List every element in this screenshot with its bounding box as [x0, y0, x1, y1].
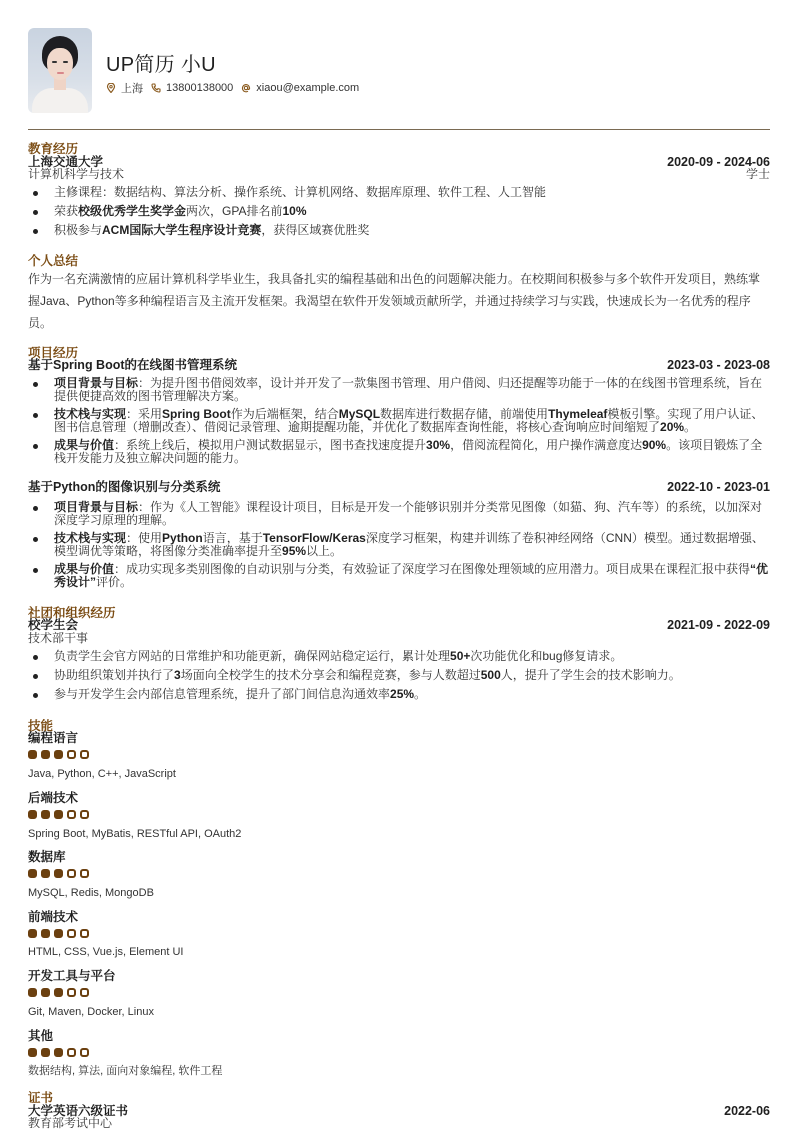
rating-dot-empty	[67, 929, 76, 938]
education-bullets	[28, 186, 770, 237]
skill-desc: Java, Python, C++, JavaScript	[28, 768, 176, 780]
list-item: 负责学生会官方网站的日常维护和功能更新，确保网站稳定运行，累计处理50+次功能优化和bug修复请求。	[28, 650, 770, 663]
phone-icon	[151, 83, 161, 93]
project-date: 2023-03 - 2023-08	[667, 358, 770, 372]
rating-dot-filled	[41, 929, 50, 938]
phone-text: 13800138000	[166, 82, 234, 94]
organization-date: 2021-09 - 2022-09	[667, 618, 770, 632]
skill-rating	[28, 750, 93, 759]
candidate-name: UP简历 小U	[106, 54, 216, 76]
skill-name: 编程语言	[28, 731, 79, 745]
contact-info	[106, 80, 367, 96]
list-item: 成果与价值：成功实现多类别图像的自动识别与分类，有效验证了深度学习在图像处理领域的应用潜力。项目成果在课程汇报中获得“优秀设计”评价。	[28, 563, 770, 589]
skill-desc: HTML, CSS, Vue.js, Element UI	[28, 946, 184, 958]
phone	[151, 82, 233, 94]
location	[106, 80, 143, 96]
rating-dot-empty	[80, 1048, 89, 1057]
rating-dot-empty	[80, 810, 89, 819]
at-sign-icon	[241, 83, 251, 93]
rating-dot-empty	[67, 810, 76, 819]
rating-dot-filled	[54, 929, 63, 938]
list-item: 项目背景与目标：为提升图书借阅效率，设计并开发了一款集图书管理、用户借阅、归还提醒等功能于一体的在线图书管理系统，旨在提供便捷高效的图书管理解决方案。	[28, 377, 770, 403]
skill-name: 数据库	[28, 850, 66, 864]
section-title-education: 教育经历	[28, 142, 79, 156]
list-item: 成果与价值：系统上线后，模拟用户测试数据显示，图书查找速度提升30%，借阅流程简化，用户操作满意度达90%。该项目锻炼了全栈开发能力及独立解决问题的能力。	[28, 439, 770, 465]
profile-photo	[28, 28, 92, 113]
list-item: 荣获校级优秀学生奖学金两次，GPA排名前10%	[28, 205, 770, 218]
rating-dot-filled	[41, 869, 50, 878]
summary-text: 作为一名充满激情的应届计算机科学毕业生，我具备扎实的编程基础和出色的问题解决能力。在校期间积极参与多个软件开发项目，熟练掌握Java、Python等多种编程语言及主流开发框架。我渴望在软件开发领域贡献所学，并通过持续学习与实践，快速成长为一名优秀的程序员。	[28, 272, 761, 330]
rating-dot-filled	[54, 750, 63, 759]
organization-name: 校学生会	[28, 618, 79, 632]
project-1-bullets	[28, 377, 770, 465]
email-text[interactable]: xiaou@example.com	[256, 82, 360, 94]
rating-dot-empty	[67, 750, 76, 759]
rating-dot-empty	[67, 1048, 76, 1057]
header-divider	[28, 129, 770, 130]
education-date: 2020-09 - 2024-06	[667, 155, 770, 169]
list-item: 项目背景与目标：作为《人工智能》课程设计项目，目标是开发一个能够识别并分类常见图像（如猫、狗、汽车等）的系统，以加深对深度学习原理的理解。	[28, 501, 770, 527]
rating-dot-empty	[80, 750, 89, 759]
list-item: 积极参与ACM国际大学生程序设计竞赛，获得区域赛优胜奖	[28, 224, 770, 237]
section-title-summary: 个人总结	[28, 254, 79, 268]
skill-desc: Git, Maven, Docker, Linux	[28, 1006, 154, 1018]
project-date: 2022-10 - 2023-01	[667, 480, 770, 494]
rating-dot-empty	[80, 869, 89, 878]
list-item: 技术栈与实现：采用Spring Boot作为后端框架，结合MySQL数据库进行数据存储，前端使用Thymeleaf模板引擎。实现了用户认证、图书信息管理（增删改查）、借阅记录管理、逾期提醒功能，并优化了数据库查询性能，将核心查询响应时间缩短了20%。	[28, 408, 770, 434]
rating-dot-filled	[28, 869, 37, 878]
rating-dot-filled	[28, 929, 37, 938]
skill-name: 前端技术	[28, 910, 79, 924]
skill-name: 其他	[28, 1029, 54, 1043]
certificate-date: 2022-06	[724, 1104, 770, 1118]
skill-desc: 数据结构, 算法, 面向对象编程, 软件工程	[28, 1065, 223, 1077]
skill-name: 开发工具与平台	[28, 969, 116, 983]
certificate-name: 大学英语六级证书	[28, 1104, 129, 1118]
skill-desc: Spring Boot, MyBatis, RESTful API, OAuth2	[28, 828, 242, 840]
section-title-certificates: 证书	[28, 1091, 54, 1105]
section-title-skills: 技能	[28, 719, 54, 733]
rating-dot-empty	[67, 988, 76, 997]
rating-dot-filled	[28, 810, 37, 819]
rating-dot-filled	[41, 810, 50, 819]
skill-rating	[28, 929, 93, 938]
email[interactable]	[241, 82, 359, 94]
list-item: 参与开发学生会内部信息管理系统，提升了部门间信息沟通效率25%。	[28, 688, 770, 701]
rating-dot-filled	[41, 750, 50, 759]
rating-dot-filled	[54, 1048, 63, 1057]
list-item: 主修课程：数据结构、算法分析、操作系统、计算机网络、数据库原理、软件工程、人工智能	[28, 186, 770, 199]
rating-dot-filled	[41, 1048, 50, 1057]
degree: 学士	[745, 167, 770, 181]
rating-dot-filled	[54, 869, 63, 878]
list-item: 技术栈与实现：使用Python语言，基于TensorFlow/Keras深度学习框架，构建并训练了卷积神经网络（CNN）模型。通过数据增强、模型调优等策略，将图像分类准确率提升至95%以上。	[28, 532, 770, 558]
certificate-issuer: 教育部考试中心	[28, 1116, 113, 1130]
rating-dot-empty	[67, 869, 76, 878]
rating-dot-filled	[54, 988, 63, 997]
rating-dot-filled	[28, 1048, 37, 1057]
resume-header	[28, 28, 770, 114]
project-2-bullets	[28, 501, 770, 589]
list-item: 协助组织策划并执行了3场面向全校学生的技术分享会和编程竞赛，参与人数超过500人，提升了学生会的技术影响力。	[28, 669, 770, 682]
major: 计算机科学与技术	[28, 167, 125, 181]
skill-rating	[28, 810, 93, 819]
rating-dot-empty	[80, 988, 89, 997]
project-name: 基于Spring Boot的在线图书管理系统	[28, 358, 238, 372]
organization-bullets	[28, 650, 770, 701]
school-name: 上海交通大学	[28, 155, 104, 169]
skill-name: 后端技术	[28, 791, 79, 805]
rating-dot-filled	[28, 988, 37, 997]
location-text: 上海	[121, 83, 143, 95]
location-pin-icon	[106, 83, 116, 93]
rating-dot-filled	[41, 988, 50, 997]
skill-rating	[28, 988, 93, 997]
skill-rating	[28, 1048, 93, 1057]
organization-role: 技术部干事	[28, 631, 89, 645]
project-name: 基于Python的图像识别与分类系统	[28, 480, 221, 494]
section-title-projects: 项目经历	[28, 346, 79, 360]
skill-rating	[28, 869, 93, 878]
rating-dot-filled	[54, 810, 63, 819]
rating-dot-empty	[80, 929, 89, 938]
section-title-organizations: 社团和组织经历	[28, 606, 116, 620]
rating-dot-filled	[28, 750, 37, 759]
skill-desc: MySQL, Redis, MongoDB	[28, 887, 154, 899]
